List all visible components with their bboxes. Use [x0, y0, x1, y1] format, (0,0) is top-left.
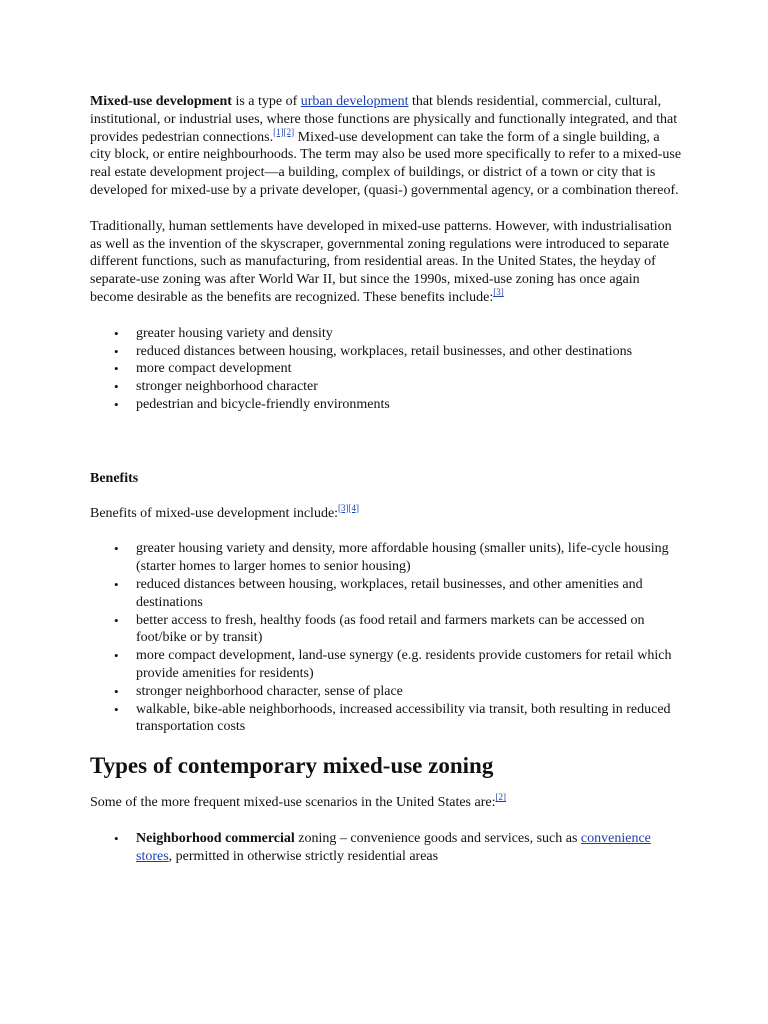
citation-group-3-4: [338, 503, 359, 513]
list-item: • more compact development: [136, 360, 682, 378]
citation-3-link[interactable]: [3]: [338, 502, 349, 513]
intro-text-b: that blends residential, commercial, cultural, institutional, or industrial uses, where those functions are physically and functionally integrated, and that provides pedestrian connections.: [90, 94, 678, 145]
intro-text-c: Mixed-use development can take the form of a single building, a city block, or entire neighbourhoods. The term may also be used more specifically to refer to a mixed-use real estate development project—a building, complex of buildings, or district of a town or city that is developed for mixed-use by a private developer, (quasi-) governmental agency, or a combination thereof.: [90, 129, 682, 198]
list-item: • reduced distances between housing, workplaces, retail businesses, and other amenities and destinations: [136, 576, 682, 612]
list-item: • reduced distances between housing, workplaces, retail businesses, and other destinations: [136, 343, 682, 361]
link-convenience-stores[interactable]: convenience stores: [136, 830, 651, 864]
benefits-summary-list: [90, 325, 682, 414]
neighborhood-commercial-term: Neighborhood commercial: [136, 830, 295, 846]
list-item: • better access to fresh, healthy foods (as food retail and farmers markets can be accessed on foot/bike or by transit): [136, 612, 682, 648]
citation-group-3: [493, 287, 504, 297]
citation-4-link[interactable]: [4]: [348, 502, 360, 513]
list-item: • stronger neighborhood character: [136, 378, 682, 396]
history-paragraph: [90, 218, 682, 307]
citation-3-link[interactable]: [3]: [493, 286, 504, 297]
document-page: [90, 93, 682, 866]
types-intro-text: Some of the more frequent mixed-use scenarios in the United States are:: [90, 795, 496, 811]
history-text: Traditionally, human settlements have developed in mixed-use patterns. However, with industrialisation as well as the invention of the skyscraper, governmental zoning regulations were introduced to separate different functions, such as manufacturing, from residential areas. In the United States, the heyday of separate-use zoning was after World War II, but since the 1990s, mixed-use zoning has once again become desirable as the benefits are recognized. These benefits include:: [90, 218, 672, 305]
list-item: • more compact development, land-use synergy (e.g. residents provide customers for retail which provide amenities for residents): [136, 647, 682, 683]
intro-paragraph: [90, 93, 682, 200]
link-urban-development[interactable]: urban development: [300, 94, 409, 109]
intro-text-a: is a type of: [231, 94, 301, 109]
types-intro: [90, 794, 682, 812]
list-item: • pedestrian and bicycle-friendly environments: [136, 396, 682, 414]
list-item: • stronger neighborhood character, sense of place: [136, 683, 682, 701]
benefits-intro-text: Benefits of mixed-use development include:: [90, 505, 339, 521]
citation-group-1-2: [273, 127, 294, 137]
citation-1-link[interactable]: [1]: [273, 126, 284, 137]
list-item: • greater housing variety and density: [136, 325, 682, 343]
item1-text-a: zoning – convenience goods and services, such as: [294, 830, 581, 846]
list-item: [136, 830, 682, 866]
benefits-heading: Benefits: [90, 470, 139, 486]
term-mixed-use-development: Mixed-use development: [90, 94, 232, 109]
types-heading: Types of contemporary mixed-use zoning: [90, 753, 494, 779]
item1-text-b: , permitted in otherwise strictly residential areas: [168, 848, 439, 864]
citation-group-2: [496, 792, 507, 802]
citation-2-link[interactable]: [2]: [283, 126, 295, 137]
list-item: • walkable, bike-able neighborhoods, increased accessibility via transit, both resulting in reduced transportation costs: [136, 701, 682, 737]
citation-2-link[interactable]: [2]: [495, 792, 506, 803]
benefits-intro: [90, 502, 682, 523]
benefits-list: [90, 540, 682, 736]
list-item: • greater housing variety and density, more affordable housing (smaller units), life-cycle housing (starter homes to larger homes to senior housing): [136, 540, 682, 576]
zoning-types-list: [90, 830, 682, 866]
